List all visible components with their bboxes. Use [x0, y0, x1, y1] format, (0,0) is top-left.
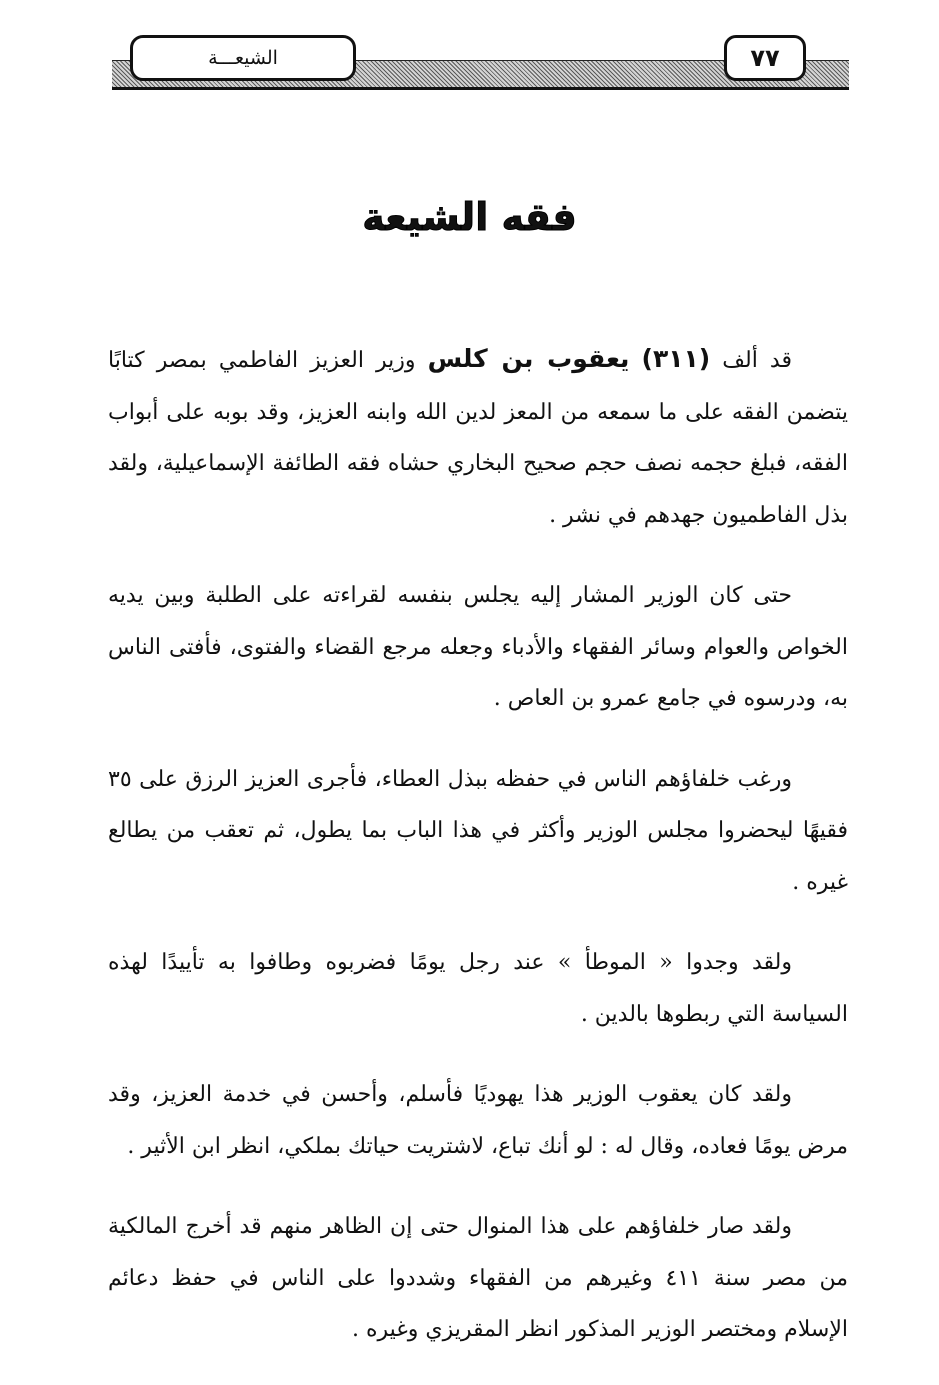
- paragraph-5: ولقد كان يعقوب الوزير هذا يهوديًا فأسلم، وأحسن في خدمة العزيز، وقد مرض يومًا فعاده، وقال له : لو أنك تباع، لاشتريت حياتك بملكي، انظر ابن الأثير .: [108, 1082, 848, 1159]
- body-text: [108, 333, 848, 1385]
- paragraph-2: حتى كان الوزير المشار إليه يجلس بنفسه لقراءته على الطلبة وبين يديه الخواص والعوام وسائر الفقهاء والأدباء وجعله مرجع القضاء والفتوى، فأفتى الناس به، ودرسوه في جامع عمرو بن العاص .: [108, 583, 848, 711]
- running-title: الشيعـــة: [208, 47, 278, 69]
- paragraph-4: ولقد وجدوا « الموطأ » عند رجل يومًا فضربوه وطافوا به تأييدًا لهذه السياسة التي ربطوها بالدين .: [108, 950, 848, 1027]
- page-number-box: [724, 35, 806, 81]
- paragraph-6: ولقد صار خلفاؤهم على هذا المنوال حتى إن الظاهر منهم قد أخرج المالكية من مصر سنة ٤١١ وغيرهم من الفقهاء وشددوا على الناس في حفظ دعائم الإسلام ومختصر الوزير المذكور انظر المقريزي وغيره .: [108, 1214, 848, 1342]
- highlight-name: يعقوب بن كلس: [427, 344, 630, 373]
- paragraph-3: ورغب خلفاؤهم الناس في حفظه ببذل العطاء، فأجرى العزيز الرزق على ٣٥ فقيهًا ليحضروا مجلس الوزير وأكثر في هذا الباب بما يطول، ثم تعقب من يطالع غيره .: [108, 766, 848, 895]
- running-title-box: [130, 35, 356, 81]
- page-header: [112, 33, 849, 93]
- paragraph-1-rest: وزير العزيز الفاطمي بمصر كتابًا يتضمن الفقه على ما سمعه من المعز لدين الله وابنه العزيز، وقد بوبه على أبواب الفقه، فبلغ حجمه نصف حجم صحيح البخاري حشاه فقه الطائفة الإسماعيلية، ولقد بذل الفاطميون جهدهم في نشر .: [108, 348, 848, 528]
- chapter-title: فقه الشيعة: [362, 195, 577, 239]
- page-number: ٧٧: [750, 44, 780, 72]
- paragraph-1: [108, 333, 848, 541]
- highlight-number: (٣١١): [641, 344, 711, 373]
- paragraph-1-lead: قد ألف: [722, 348, 792, 373]
